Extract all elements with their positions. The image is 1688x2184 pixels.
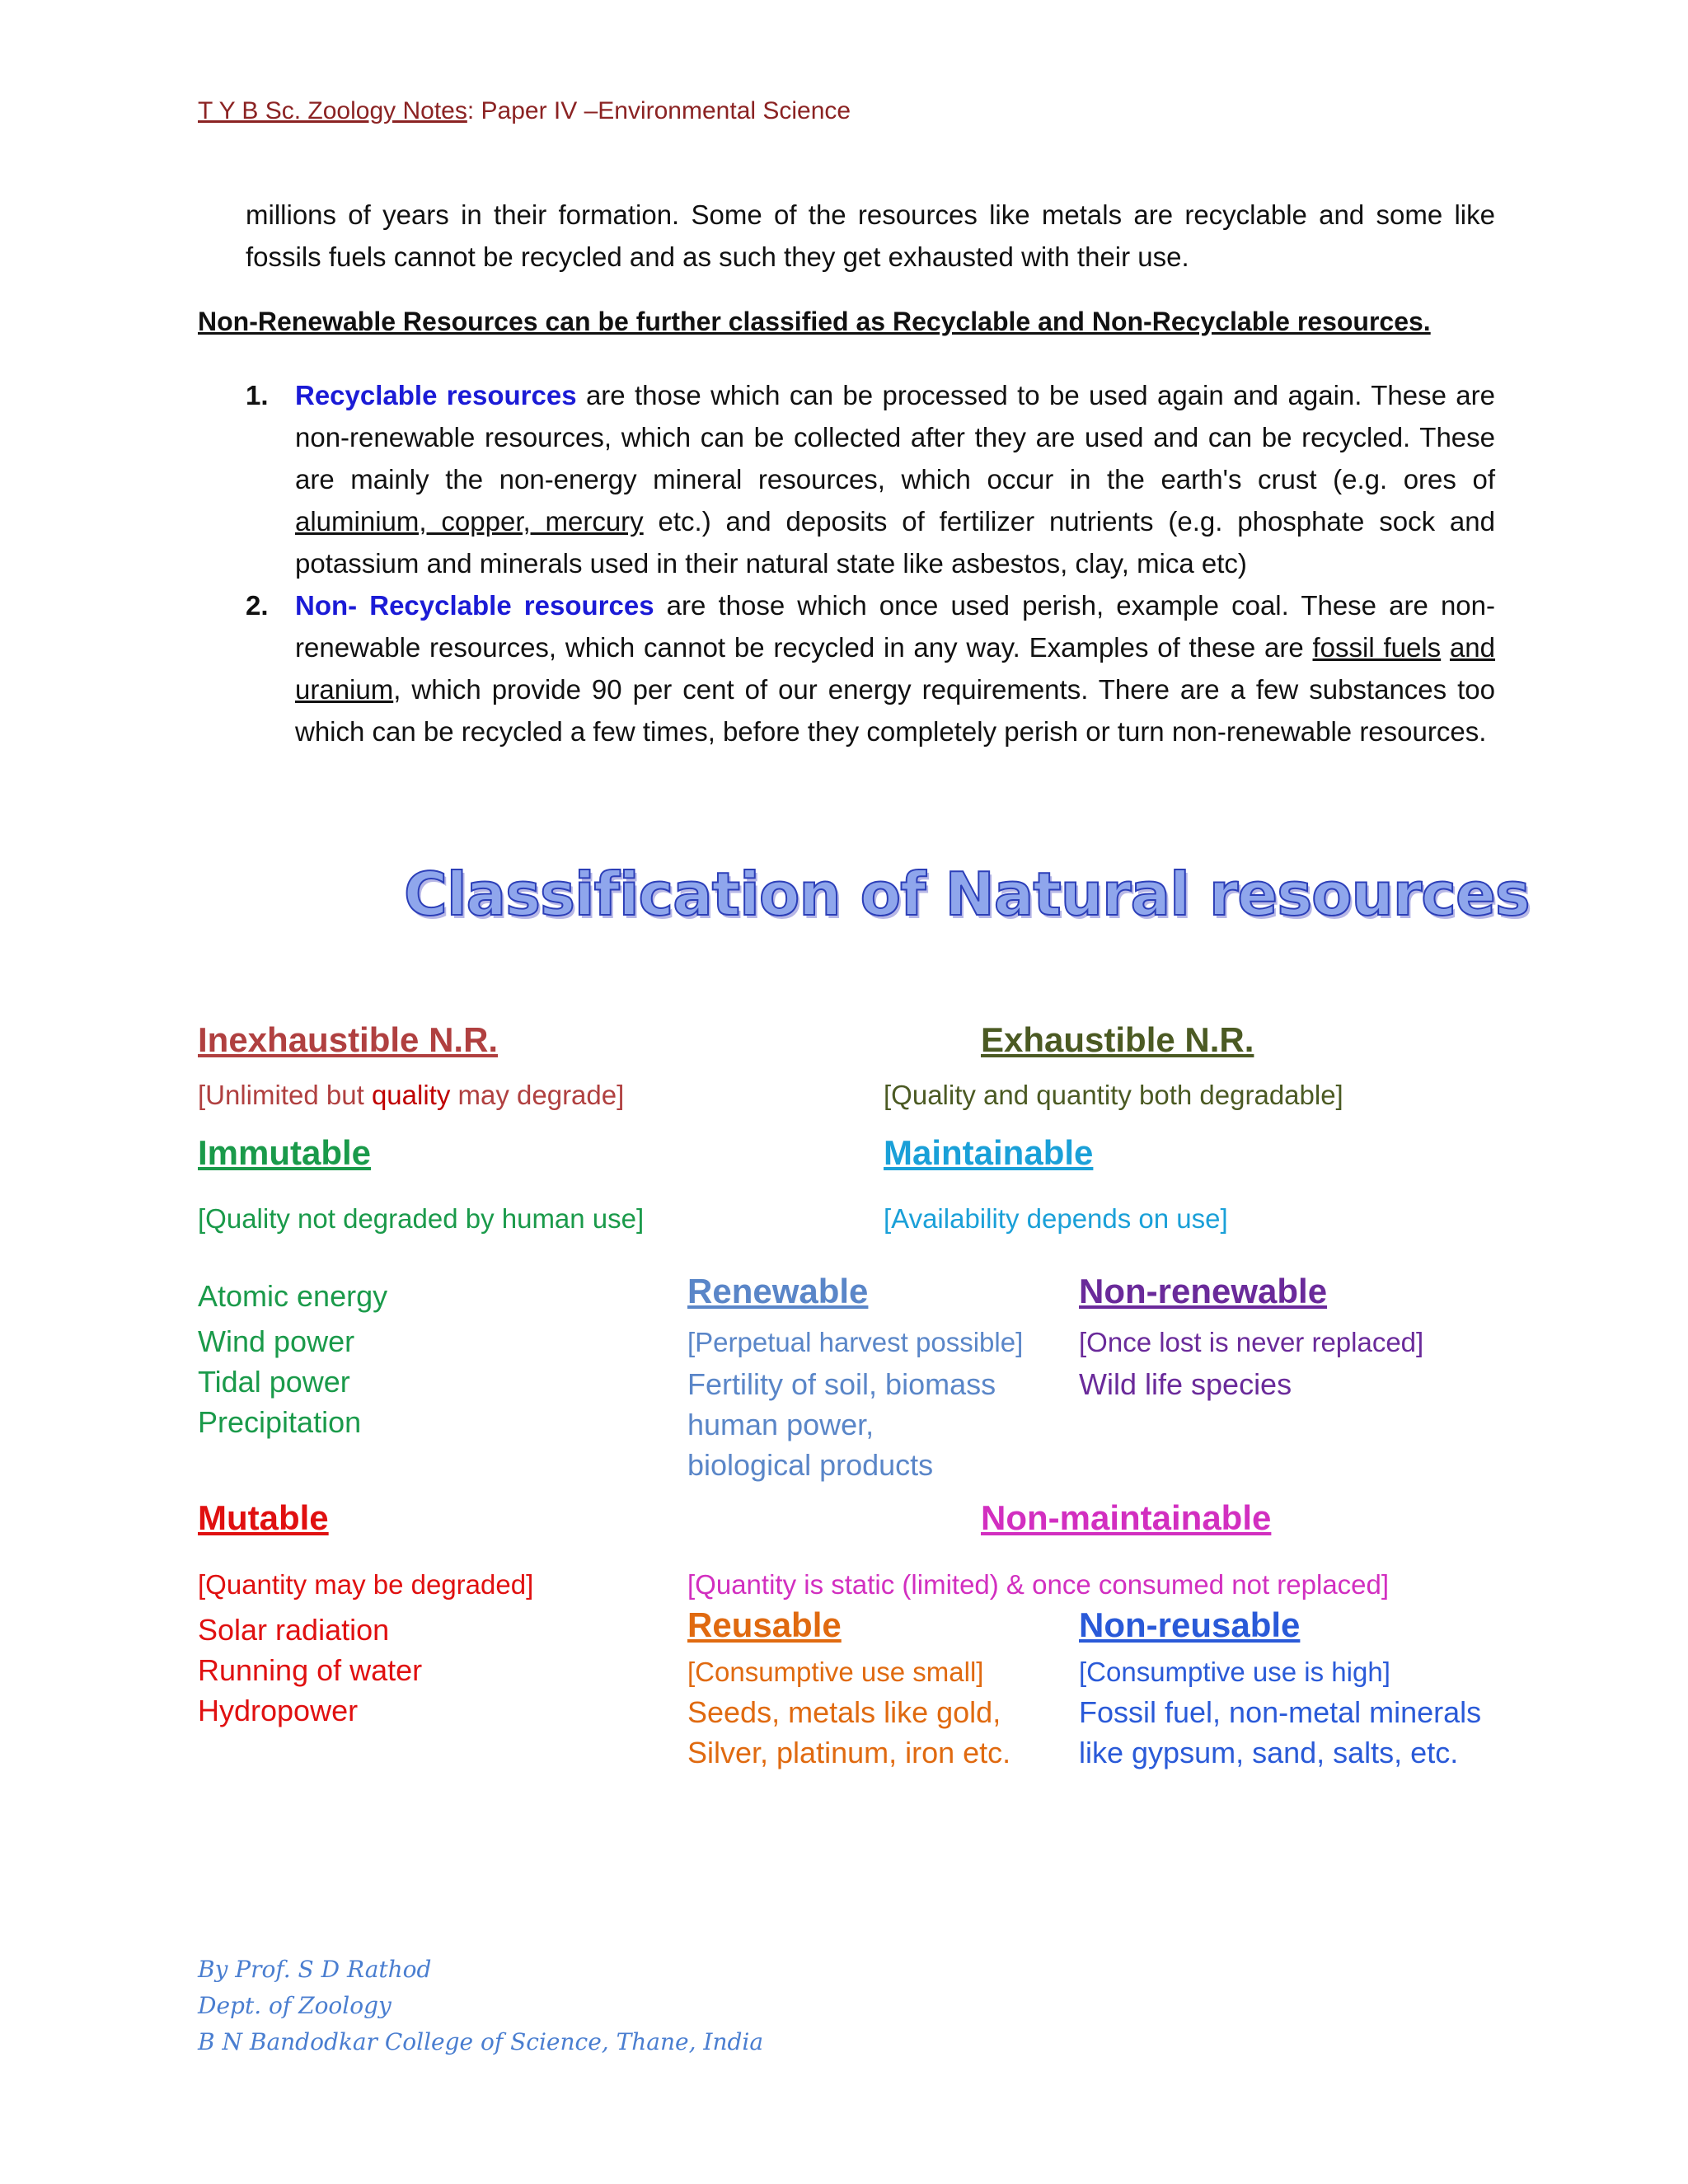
list-text: etc.) and deposits of fertilizer nutrients (e.g. phosphate sock and potassium and minerals used in their natural state like asbestos, clay, mica etc) bbox=[295, 506, 1495, 579]
note-text: may degrade] bbox=[450, 1080, 625, 1110]
section-subheading: Non-Renewable Resources can be further classified as Recyclable and Non-Recyclable resources. bbox=[198, 307, 1431, 336]
list-item-recyclable bbox=[246, 374, 1495, 584]
reusable-heading: Reusable bbox=[687, 1605, 842, 1644]
list-item: Running of water bbox=[198, 1653, 423, 1687]
list-item-non-recyclable bbox=[246, 584, 1495, 752]
header-course: T Y B Sc. Zoology Notes bbox=[198, 97, 467, 124]
list-item: human power, bbox=[687, 1408, 874, 1441]
list-item: Wild life species bbox=[1079, 1367, 1292, 1401]
non-maintainable-note: [Quantity is static (limited) & once consumed not replaced] bbox=[687, 1569, 1390, 1600]
list-item: Precipitation bbox=[198, 1405, 362, 1439]
underlined-fossil-fuels: fossil fuels bbox=[1312, 632, 1442, 663]
reusable-list bbox=[687, 1692, 1010, 1773]
list-item: Atomic energy bbox=[198, 1279, 388, 1313]
list-body bbox=[295, 584, 1495, 752]
list-item: Solar radiation bbox=[198, 1613, 390, 1647]
term-recyclable: Recyclable resources bbox=[295, 380, 577, 410]
non-renewable-heading: Non-renewable bbox=[1079, 1272, 1328, 1310]
list-item: Seeds, metals like gold, bbox=[687, 1695, 1001, 1729]
immutable-note: [Quality not degraded by human use] bbox=[198, 1203, 645, 1234]
non-renewable-list bbox=[1079, 1364, 1292, 1404]
list-item: Silver, platinum, iron etc. bbox=[687, 1736, 1011, 1769]
list-text: , which provide 90 per cent of our energy requirements. There are a few substances too which can be recycled a few times, before they completely perish or turn non-renewable resources. bbox=[295, 674, 1495, 747]
page-header bbox=[198, 97, 851, 125]
underlined-uranium: and uranium bbox=[295, 632, 1496, 705]
list-item: biological products bbox=[687, 1448, 934, 1482]
list-body bbox=[295, 374, 1495, 584]
intro-paragraph: millions of years in their formation. Some of the resources like metals are recyclable and some like fossils fuels cannot be recycled and as such they get exhausted with their use. bbox=[246, 199, 1495, 272]
list-item: Fossil fuel, non-metal minerals bbox=[1079, 1695, 1482, 1729]
exhaustible-heading: Exhaustible N.R. bbox=[981, 1020, 1254, 1059]
list-item: Wind power bbox=[198, 1324, 355, 1358]
list-text: are those which once used perish, example coal. These are non-renewable resources, which cannot be recycled in any way. Examples of these are bbox=[295, 590, 1495, 663]
footer-college: B N Bandodkar College of Science, Thane, India bbox=[198, 2028, 764, 2055]
non-maintainable-heading: Non-maintainable bbox=[981, 1498, 1272, 1537]
term-non-recyclable: Non- Recyclable resources bbox=[295, 590, 654, 621]
footer-department: Dept. of Zoology bbox=[198, 1992, 392, 2019]
note-quality-word: quality bbox=[371, 1080, 451, 1110]
reusable-note: [Consumptive use small] bbox=[687, 1657, 984, 1687]
list-text bbox=[1441, 632, 1450, 663]
note-text: [Unlimited but bbox=[198, 1080, 372, 1110]
non-reusable-list bbox=[1079, 1692, 1481, 1773]
list-item: like gypsum, sand, salts, etc. bbox=[1079, 1736, 1459, 1769]
mutable-heading: Mutable bbox=[198, 1498, 329, 1537]
inexhaustible-heading: Inexhaustible N.R. bbox=[198, 1020, 499, 1059]
underlined-metals: aluminium, copper, mercury bbox=[295, 506, 644, 537]
list-number: 2. bbox=[246, 590, 269, 621]
list-text: are those which can be processed to be used again and again. These are non-renewable resources, which can be collected after they are used and can be recycled. These are mainly the non-energy mineral resources, which occur in the earth's crust (e.g. ores of bbox=[295, 380, 1495, 494]
inexhaustible-note bbox=[198, 1080, 624, 1111]
list-item: Hydropower bbox=[198, 1694, 359, 1727]
exhaustible-note: [Quality and quantity both degradable] bbox=[884, 1080, 1343, 1110]
list-item: Tidal power bbox=[198, 1365, 350, 1399]
renewable-heading: Renewable bbox=[687, 1272, 869, 1310]
renewable-list bbox=[687, 1364, 996, 1485]
header-paper: Paper IV –Environmental Science bbox=[474, 97, 851, 124]
renewable-note: [Perpetual harvest possible] bbox=[687, 1327, 1024, 1357]
immutable-heading: Immutable bbox=[198, 1133, 372, 1172]
footer-author: By Prof. S D Rathod bbox=[198, 1956, 432, 1983]
non-renewable-note: [Once lost is never replaced] bbox=[1079, 1327, 1424, 1357]
non-reusable-heading: Non-reusable bbox=[1079, 1605, 1301, 1644]
diagram-title: Classification of Natural resources bbox=[404, 860, 1530, 929]
maintainable-note: [Availability depends on use] bbox=[884, 1203, 1228, 1234]
list-number: 1. bbox=[246, 380, 269, 410]
mutable-note: [Quantity may be degraded] bbox=[198, 1569, 534, 1600]
header-separator: : bbox=[467, 97, 475, 124]
immutable-list bbox=[198, 1276, 387, 1442]
non-reusable-note: [Consumptive use is high] bbox=[1079, 1657, 1390, 1687]
maintainable-heading: Maintainable bbox=[884, 1133, 1094, 1172]
mutable-list bbox=[198, 1610, 422, 1731]
list-item: Fertility of soil, biomass bbox=[687, 1367, 996, 1401]
